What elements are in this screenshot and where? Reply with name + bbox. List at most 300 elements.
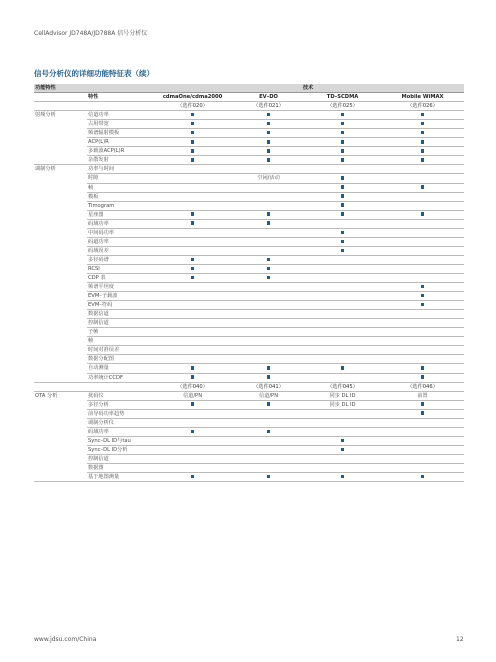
support-cell: [381, 174, 464, 183]
feature-label: 多载波ACP(L)R: [87, 147, 152, 156]
support-cell: [381, 292, 464, 301]
support-cell: [152, 463, 233, 472]
supported-marker-icon: [191, 113, 195, 117]
support-cell: [152, 228, 233, 237]
supported-marker-icon: [267, 149, 271, 153]
group-label: 射频分析: [35, 112, 56, 119]
option-label: （选件046）: [381, 382, 464, 391]
supported-marker-icon: [421, 140, 425, 144]
support-cell: [304, 346, 381, 355]
supported-marker-icon: [421, 294, 425, 298]
option-label: （选件020）: [152, 102, 233, 111]
group-label: [34, 147, 87, 156]
support-cell: [152, 264, 233, 273]
table-row: [34, 210, 464, 219]
group-label: [34, 418, 87, 427]
support-cell: [233, 183, 304, 192]
support-cell: [233, 427, 304, 436]
feature-label: 功率与时间: [87, 165, 152, 174]
support-cell: [152, 454, 233, 463]
feature-label: 子帧: [87, 328, 152, 337]
table-row: [34, 192, 464, 201]
group-label: [34, 301, 87, 310]
supported-marker-icon: [421, 122, 425, 126]
support-cell: [152, 210, 233, 219]
group-label: [34, 246, 87, 255]
support-cell: [381, 255, 464, 264]
support-cell: [152, 292, 233, 301]
support-cell: [233, 283, 304, 292]
support-cell: [304, 138, 381, 147]
table-row: [34, 310, 464, 319]
support-cell: [381, 364, 464, 373]
column-header-row: [34, 93, 464, 102]
table-row: [34, 201, 464, 210]
table-row: [34, 228, 464, 237]
table-row: [34, 409, 464, 418]
support-cell: [152, 409, 233, 418]
support-cell: [233, 473, 304, 482]
feature-label: 自动测量: [87, 364, 152, 373]
table-row: [34, 373, 464, 382]
supported-marker-icon: [267, 258, 271, 262]
supported-marker-icon: [191, 366, 195, 370]
support-cell: [304, 292, 381, 301]
support-cell: [304, 237, 381, 246]
support-cell: [233, 228, 304, 237]
support-cell: [304, 418, 381, 427]
document-header: CellAdvisor JD748A/JD788A 信号分析仪: [34, 30, 148, 37]
group-label: [34, 328, 87, 337]
group-label: [34, 283, 87, 292]
supported-marker-icon: [191, 221, 195, 225]
supported-marker-icon: [421, 375, 425, 379]
support-cell: [381, 283, 464, 292]
support-cell: [381, 328, 464, 337]
table-row: [34, 255, 464, 264]
feature-label: Timogram: [87, 201, 152, 210]
support-cell: [152, 436, 233, 445]
supported-marker-icon: [341, 240, 345, 244]
supported-marker-icon: [341, 185, 345, 189]
support-cell: [381, 454, 464, 463]
table-row: [34, 427, 464, 436]
feature-label: 杂散发射: [87, 156, 152, 165]
table-row: [34, 147, 464, 156]
column-header: EV–DO: [233, 93, 304, 102]
support-cell: [152, 192, 233, 201]
support-cell: [152, 183, 233, 192]
support-cell: [233, 445, 304, 454]
option-blank: [34, 382, 87, 391]
feature-label: 码域功率: [87, 219, 152, 228]
table-row: [34, 328, 464, 337]
supported-marker-icon: [267, 402, 271, 406]
group-label: [34, 255, 87, 264]
feature-label: 扰码仪: [87, 391, 152, 400]
feature-table: [34, 84, 464, 482]
support-cell: [304, 463, 381, 472]
supported-marker-icon: [191, 475, 195, 479]
support-cell: [152, 219, 233, 228]
support-cell: [381, 138, 464, 147]
column-header: TD–SCDMA: [304, 93, 381, 102]
support-cell: [233, 129, 304, 138]
supported-marker-icon: [267, 375, 271, 379]
support-cell: [233, 346, 304, 355]
table-row: [34, 301, 464, 310]
support-cell: [381, 165, 464, 174]
support-cell: 信道/PN: [233, 391, 304, 400]
table-row: [34, 445, 464, 454]
support-cell: [233, 364, 304, 373]
supported-marker-icon: [267, 113, 271, 117]
support-cell: [381, 463, 464, 472]
feature-label: 控制信道: [87, 454, 152, 463]
supported-marker-icon: [267, 276, 271, 280]
group-label: [34, 310, 87, 319]
group-label: [34, 237, 87, 246]
support-cell: [233, 201, 304, 210]
support-cell: [381, 183, 464, 192]
table-row: [34, 436, 464, 445]
group-label: [34, 463, 87, 472]
supported-marker-icon: [191, 402, 195, 406]
supported-marker-icon: [191, 267, 195, 271]
feature-label: 码道功率: [87, 237, 152, 246]
support-cell: [381, 210, 464, 219]
support-cell: [233, 328, 304, 337]
option-blank: [34, 102, 87, 111]
support-cell: [233, 192, 304, 201]
supported-marker-icon: [341, 212, 345, 216]
table-row: [34, 273, 464, 282]
support-cell: [152, 400, 233, 409]
feature-label: 码域功率: [87, 427, 152, 436]
option-row: [34, 382, 464, 391]
support-cell: [304, 328, 381, 337]
table-row: [34, 165, 464, 174]
table-title-row: [34, 84, 464, 93]
group-label: [34, 346, 87, 355]
feature-label: 帧: [87, 183, 152, 192]
support-cell: [304, 337, 381, 346]
support-cell: [381, 111, 464, 120]
supported-marker-icon: [341, 176, 345, 180]
table-row: [34, 264, 464, 273]
support-cell: [152, 310, 233, 319]
support-cell: [233, 409, 304, 418]
supported-marker-icon: [191, 276, 195, 280]
support-cell: [152, 237, 233, 246]
support-cell: [381, 120, 464, 129]
support-cell: [381, 228, 464, 237]
supported-marker-icon: [191, 140, 195, 144]
support-cell: [152, 473, 233, 482]
support-cell: [304, 301, 381, 310]
table-title-right: 技术: [152, 84, 464, 93]
support-cell: [233, 165, 304, 174]
table-row: [34, 400, 464, 409]
feature-label: ACP(L)R: [87, 138, 152, 147]
support-cell: [152, 165, 233, 174]
group-label: [34, 409, 87, 418]
support-cell: [233, 264, 304, 273]
supported-marker-icon: [421, 475, 425, 479]
support-cell: [381, 129, 464, 138]
supported-marker-icon: [267, 430, 271, 434]
support-cell: [381, 445, 464, 454]
support-cell: [152, 364, 233, 373]
table-row: [34, 454, 464, 463]
support-cell: [152, 346, 233, 355]
supported-marker-icon: [341, 194, 345, 198]
supported-marker-icon: [421, 285, 425, 289]
support-cell: [304, 174, 381, 183]
supported-marker-icon: [191, 212, 195, 216]
feature-label: 基于地图测量: [87, 473, 152, 482]
supported-marker-icon: [341, 475, 345, 479]
feature-label: Sync–DL ID分析: [87, 445, 152, 454]
support-cell: [381, 355, 464, 364]
support-cell: [304, 147, 381, 156]
group-label: [34, 337, 87, 346]
support-cell: [304, 111, 381, 120]
support-cell: [233, 273, 304, 282]
table-row: [34, 337, 464, 346]
support-cell: [381, 192, 464, 201]
support-cell: [233, 292, 304, 301]
column-header: cdmaOne/cdma2000: [152, 93, 233, 102]
option-blank: [87, 102, 152, 111]
supported-marker-icon: [421, 158, 425, 162]
support-cell: [233, 120, 304, 129]
support-cell: [304, 373, 381, 382]
support-cell: [304, 283, 381, 292]
support-cell: 同步 DL ID: [304, 400, 381, 409]
support-cell: [304, 129, 381, 138]
group-label: [34, 364, 87, 373]
support-cell: [381, 373, 464, 382]
group-label: [34, 292, 87, 301]
supported-marker-icon: [341, 448, 345, 452]
support-cell: [381, 301, 464, 310]
group-label: [34, 273, 87, 282]
support-cell: [304, 255, 381, 264]
option-label: （选件045）: [304, 382, 381, 391]
support-cell: [381, 219, 464, 228]
option-row: [34, 102, 464, 111]
feature-label: 码域误差: [87, 246, 152, 255]
feature-label: 时隙: [87, 174, 152, 183]
support-cell: [152, 445, 233, 454]
supported-marker-icon: [341, 439, 345, 443]
supported-marker-icon: [341, 231, 345, 235]
support-cell: [304, 445, 381, 454]
support-cell: 前置: [381, 391, 464, 400]
table-row: [34, 355, 464, 364]
group-label: [34, 219, 87, 228]
supported-marker-icon: [421, 212, 425, 216]
option-blank: [87, 382, 152, 391]
support-cell: [233, 463, 304, 472]
support-cell: [304, 192, 381, 201]
supported-marker-icon: [267, 158, 271, 162]
supported-marker-icon: [267, 221, 271, 225]
support-cell: [152, 174, 233, 183]
support-cell: [152, 120, 233, 129]
supported-marker-icon: [191, 430, 195, 434]
support-cell: [381, 346, 464, 355]
support-cell: [304, 228, 381, 237]
option-label: （选件021）: [233, 102, 304, 111]
group-label: [34, 201, 87, 210]
group-label: [34, 120, 87, 129]
supported-marker-icon: [421, 185, 425, 189]
table-row: [34, 120, 464, 129]
support-cell: [152, 201, 233, 210]
support-cell: [304, 264, 381, 273]
feature-label: 多径码谱: [87, 255, 152, 264]
feature-label: 占用带宽: [87, 120, 152, 129]
table-row: [34, 463, 464, 472]
supported-marker-icon: [267, 475, 271, 479]
table-row: [34, 473, 464, 482]
support-cell: [152, 283, 233, 292]
feature-label: CDP 表: [87, 273, 152, 282]
support-cell: [304, 409, 381, 418]
support-cell: [381, 310, 464, 319]
supported-marker-icon: [341, 140, 345, 144]
support-cell: [233, 237, 304, 246]
support-cell: [304, 473, 381, 482]
supported-marker-icon: [267, 140, 271, 144]
support-cell: 空闲/活动: [233, 174, 304, 183]
support-cell: [304, 183, 381, 192]
supported-marker-icon: [267, 122, 271, 126]
support-cell: [233, 310, 304, 319]
support-cell: [304, 246, 381, 255]
supported-marker-icon: [267, 212, 271, 216]
group-label: [34, 210, 87, 219]
support-cell: [233, 319, 304, 328]
supported-marker-icon: [421, 149, 425, 153]
table-row: [34, 246, 464, 255]
feature-label: EVM–子载波: [87, 292, 152, 301]
support-cell: [381, 418, 464, 427]
supported-marker-icon: [341, 149, 345, 153]
support-cell: [233, 156, 304, 165]
table-row: [34, 283, 464, 292]
footer-url: www.jdsu.com/China: [34, 636, 97, 643]
group-label: [34, 183, 87, 192]
group-label: [34, 228, 87, 237]
support-cell: [233, 210, 304, 219]
support-cell: [152, 418, 233, 427]
supported-marker-icon: [191, 131, 195, 135]
table-row: [34, 174, 464, 183]
group-label: [34, 129, 87, 138]
support-cell: 信道/PN: [152, 391, 233, 400]
support-cell: [304, 427, 381, 436]
support-cell: [152, 111, 233, 120]
table-row: [34, 219, 464, 228]
group-label: [34, 192, 87, 201]
feature-label: 功率统计CCDF: [87, 373, 152, 382]
support-cell: [233, 246, 304, 255]
support-cell: [304, 156, 381, 165]
support-cell: [304, 165, 381, 174]
support-cell: [233, 418, 304, 427]
feature-label: Sync–DL ID与tau: [87, 436, 152, 445]
supported-marker-icon: [191, 149, 195, 153]
support-cell: [304, 201, 381, 210]
supported-marker-icon: [191, 258, 195, 262]
supported-marker-icon: [341, 131, 345, 135]
feature-label: 频谱辐射模板: [87, 129, 152, 138]
table-row: [34, 391, 464, 400]
feature-label: RCSI: [87, 264, 152, 273]
group-label: [34, 264, 87, 273]
supported-marker-icon: [341, 122, 345, 126]
supported-marker-icon: [421, 303, 425, 307]
supported-marker-icon: [341, 249, 345, 253]
option-label: （选件026）: [381, 102, 464, 111]
table-row: [34, 346, 464, 355]
support-cell: [233, 219, 304, 228]
support-cell: [152, 273, 233, 282]
feature-label: 中间码功率: [87, 228, 152, 237]
feature-label: 数据信道: [87, 310, 152, 319]
supported-marker-icon: [191, 122, 195, 126]
support-cell: [381, 337, 464, 346]
feature-label: 数据分配图: [87, 355, 152, 364]
group-label: [34, 373, 87, 382]
support-cell: [304, 436, 381, 445]
support-cell: [381, 436, 464, 445]
table-row: [34, 292, 464, 301]
table-row: [34, 111, 464, 120]
table-title-left: 功能特性: [34, 84, 152, 93]
group-label: [34, 436, 87, 445]
support-cell: [152, 373, 233, 382]
support-cell: [381, 319, 464, 328]
table-row: [34, 138, 464, 147]
group-label: [34, 427, 87, 436]
feature-label: 频谱平坦度: [87, 283, 152, 292]
support-cell: [304, 319, 381, 328]
support-cell: [152, 246, 233, 255]
supported-marker-icon: [421, 411, 425, 415]
support-cell: [381, 264, 464, 273]
group-label: [34, 355, 87, 364]
support-cell: [304, 210, 381, 219]
support-cell: [381, 237, 464, 246]
supported-marker-icon: [341, 158, 345, 162]
feature-label: 数据图: [87, 463, 152, 472]
group-label: [34, 454, 87, 463]
feature-label: 前导码功率趋势: [87, 409, 152, 418]
supported-marker-icon: [341, 113, 345, 117]
support-cell: [233, 138, 304, 147]
supported-marker-icon: [421, 113, 425, 117]
group-label: [34, 174, 87, 183]
support-cell: [381, 427, 464, 436]
supported-marker-icon: [341, 366, 345, 370]
supported-marker-icon: [421, 366, 425, 370]
feature-label: EVM–符码: [87, 301, 152, 310]
group-label: [34, 445, 87, 454]
